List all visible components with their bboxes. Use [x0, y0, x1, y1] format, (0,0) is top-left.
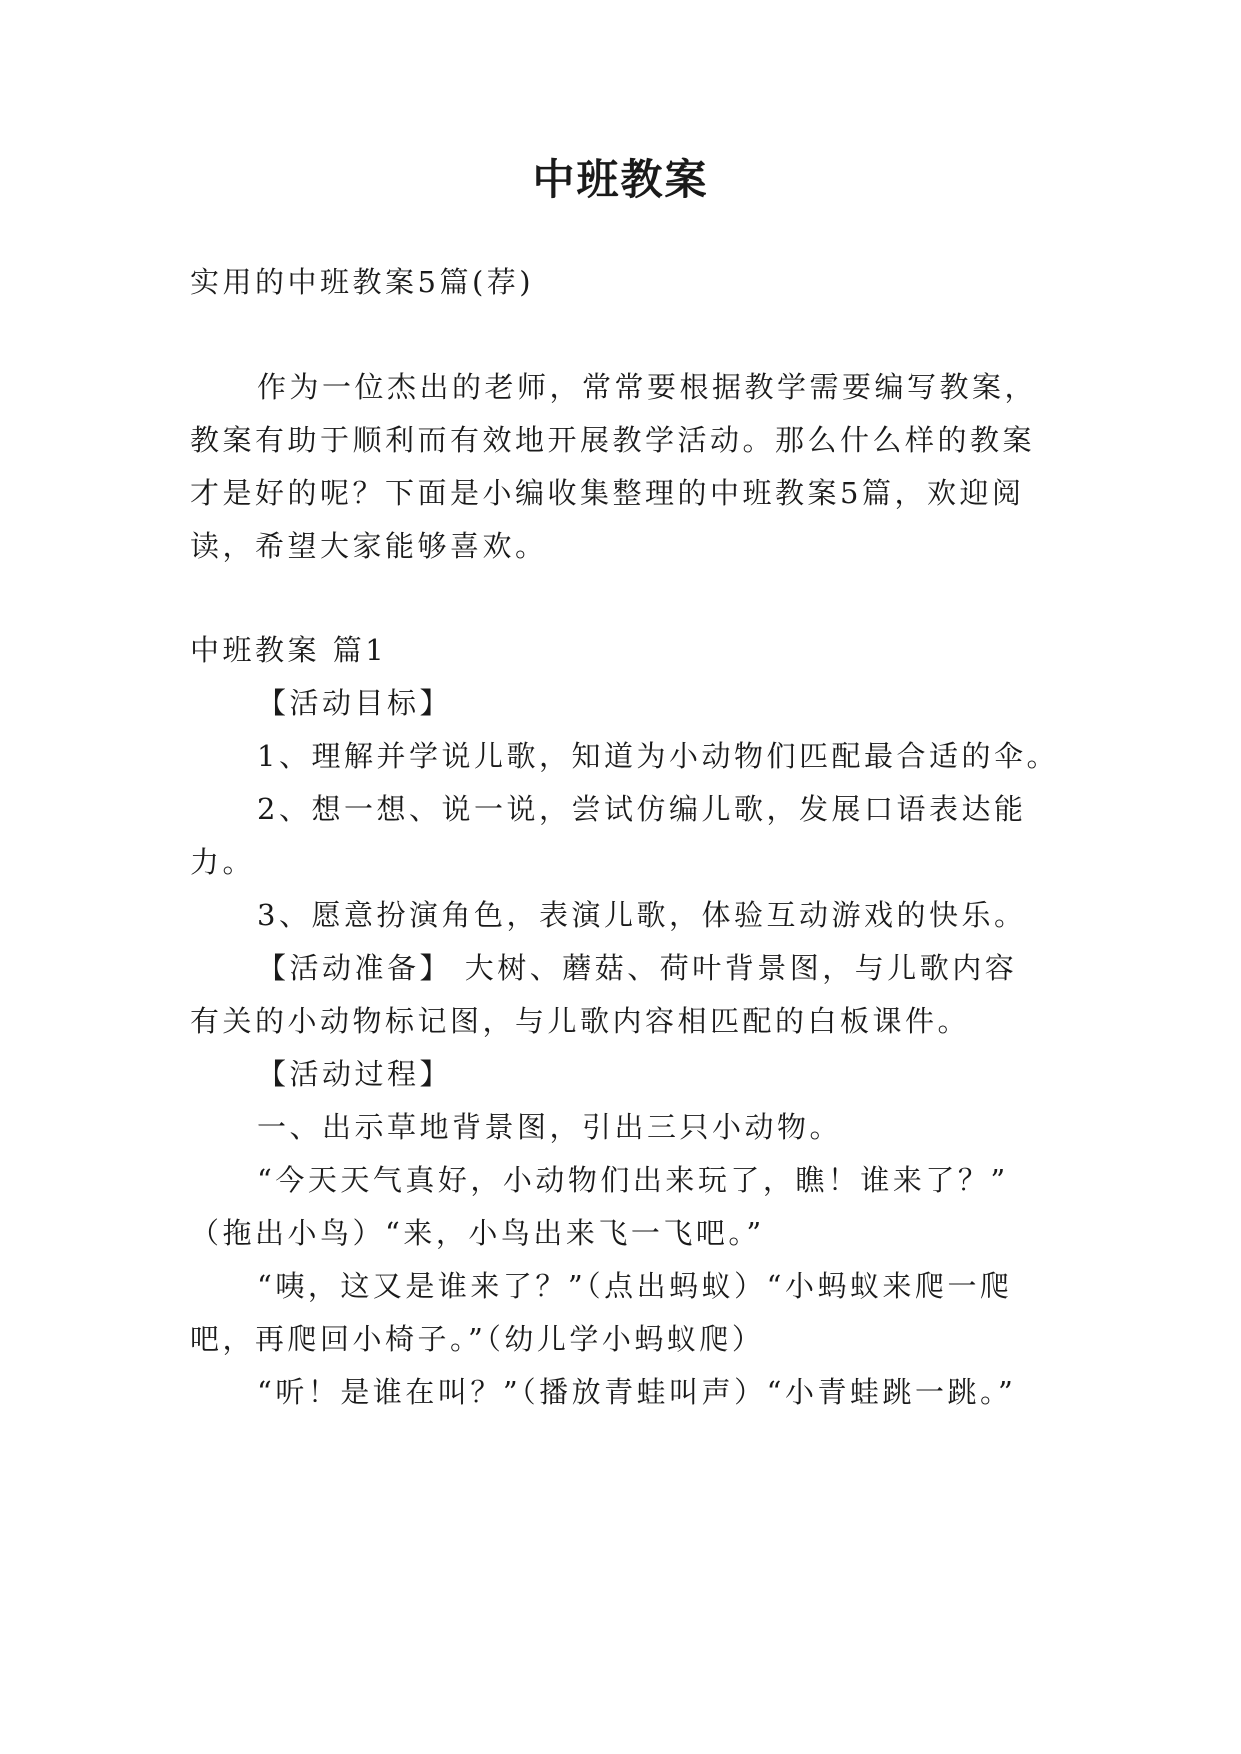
- body-line: “今天天气真好，小动物们出来玩了，瞧！谁来了？”: [257, 1163, 1009, 1197]
- document-subtitle: 实用的中班教案5篇(荐): [190, 265, 535, 299]
- section-heading: 中班教案 篇1: [190, 633, 388, 667]
- body-line: 【活动过程】: [257, 1057, 453, 1091]
- body-line: 吧，再爬回小椅子。”（幼儿学小蚂蚁爬）: [190, 1322, 765, 1356]
- body-line: 1、理解并学说儿歌，知道为小动物们匹配最合适的伞。: [257, 739, 1059, 773]
- body-line: “咦，这又是谁来了？”（点出蚂蚁）“小蚂蚁来爬一爬: [257, 1269, 1013, 1303]
- body-line: 2、想一想、说一说，尝试仿编儿歌，发展口语表达能: [257, 792, 1027, 826]
- intro-line: 作为一位杰出的老师，常常要根据教学需要编写教案，: [257, 370, 1038, 404]
- body-line: 【活动目标】: [257, 686, 453, 720]
- intro-line: 读，希望大家能够喜欢。: [190, 529, 548, 563]
- intro-line: 教案有助于顺利而有效地开展教学活动。那么什么样的教案: [190, 423, 1036, 457]
- body-line: 3、愿意扮演角色，表演儿歌，体验互动游戏的快乐。: [257, 898, 1027, 932]
- body-line: 有关的小动物标记图，与儿歌内容相匹配的白板课件。: [190, 1004, 971, 1038]
- body-line: 【活动准备】 大树、蘑菇、荷叶背景图，与儿歌内容: [257, 951, 1018, 985]
- body-line: “听！是谁在叫？”（播放青蛙叫声）“小青蛙跳一跳。”: [257, 1375, 1017, 1409]
- body-line: （拖出小鸟）“来，小鸟出来飞一飞吧。”: [190, 1216, 765, 1250]
- body-line: 一、出示草地背景图，引出三只小动物。: [257, 1110, 843, 1144]
- body-line: 力。: [190, 845, 256, 879]
- page-title: 中班教案: [532, 155, 709, 204]
- intro-line: 才是好的呢？下面是小编收集整理的中班教案5篇，欢迎阅: [190, 476, 1025, 510]
